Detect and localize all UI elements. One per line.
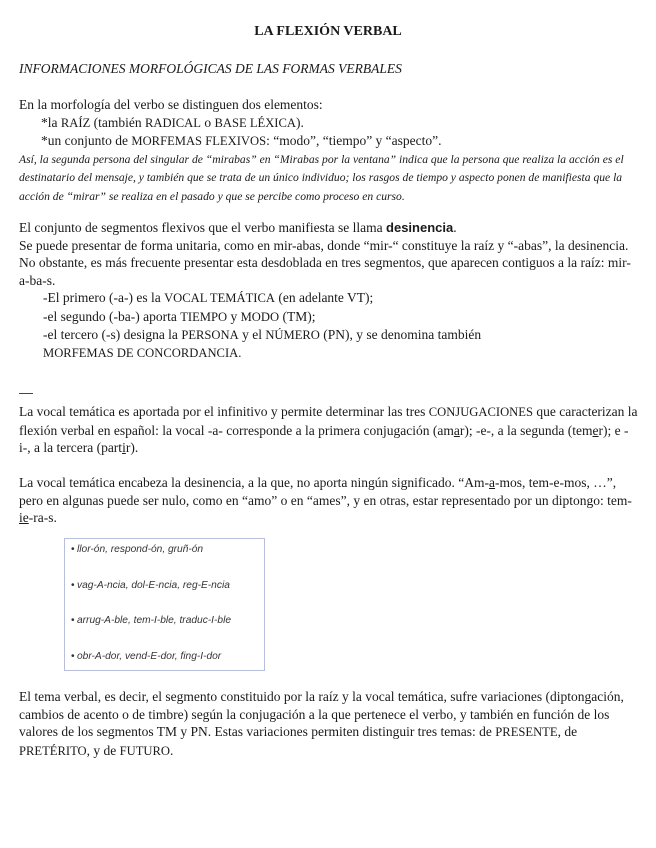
underlined-vowel: i bbox=[122, 440, 126, 455]
text: am bbox=[437, 422, 454, 438]
text: o bbox=[200, 114, 215, 130]
text: -el segundo (-ba-) aporta bbox=[43, 308, 181, 324]
text: . bbox=[453, 220, 457, 235]
desinencia-desdoblada: No obstante, es más frecuente presentar esta desdoblada en tres segmentos, que aparecen contiguos a la raíz: mir-a-ba-s. bbox=[19, 255, 631, 288]
text: part bbox=[101, 440, 123, 455]
tema-verbal-paragraph bbox=[19, 688, 639, 760]
intro-line: En la morfología del verbo se distinguen dos elementos: bbox=[19, 97, 323, 112]
bullet-icon: • bbox=[71, 544, 75, 555]
text: r bbox=[598, 422, 604, 438]
term-raiz: RAÍZ bbox=[60, 115, 91, 130]
text: (PN), y se denomina también bbox=[319, 327, 482, 342]
term-base-lexica: BASE LÉXICA bbox=[214, 115, 296, 130]
underlined-vowel: e bbox=[592, 422, 599, 438]
text: ); e -i-, a la tercera ( bbox=[19, 422, 629, 455]
text: -el tercero (-s) designa la bbox=[43, 327, 182, 342]
bullet-icon: • bbox=[71, 580, 75, 591]
list-item bbox=[71, 544, 203, 555]
separator-line bbox=[19, 393, 33, 394]
intro-example: Así, la segunda persona del singular de “mirabas” en “Mirabas por la ventana” indica que la persona que realiza la acción es el destinatario del mensaje, y también que se trata de un único individuo; los rasgos de tiempo y aspecto ponen de manifiesta que la acción de “mirar” se realiza en el pasado y que se percibe como proceso en curso. bbox=[19, 152, 624, 203]
text: (en adelante VT); bbox=[274, 290, 374, 305]
text: (también bbox=[90, 114, 145, 130]
text: -El primero (-a-) es la bbox=[43, 290, 165, 305]
vocal-desinencia-paragraph bbox=[19, 474, 639, 527]
list-item bbox=[71, 651, 221, 662]
text: La vocal temática es aportada por el infinitivo y permite determinar las tres bbox=[19, 404, 429, 419]
text: *la bbox=[41, 114, 61, 130]
text: y el bbox=[238, 327, 266, 342]
example-text: vag-A-ncia, dol-E-ncia, reg-E-ncia bbox=[77, 580, 230, 591]
term-modo: MODO bbox=[240, 309, 280, 324]
underlined-vowel: a bbox=[489, 475, 496, 490]
text: r bbox=[125, 440, 131, 455]
page-title: LA FLEXIÓN VERBAL bbox=[254, 24, 402, 39]
term-numero: NÚMERO bbox=[265, 328, 320, 342]
desinencia-section bbox=[19, 219, 639, 362]
text: y bbox=[227, 308, 241, 324]
text: r bbox=[459, 422, 465, 438]
vocal-tematica-paragraph bbox=[19, 403, 639, 457]
intro-item-morfemas bbox=[19, 132, 639, 151]
term-preterito: PRETÉRITO bbox=[19, 743, 87, 758]
term-morfemas-flexivos: MORFEMAS FLEXIVOS bbox=[131, 134, 267, 148]
desinencia-unitaria: Se puede presentar de forma unitaria, como en mir-abas, donde “mir-“ constituye la raíz y “-abas”, la desinencia. bbox=[19, 237, 629, 253]
section-subtitle: INFORMACIONES MORFOLÓGICAS DE LAS FORMAS VERBALES bbox=[19, 61, 402, 76]
segment-tm bbox=[19, 308, 639, 327]
text: (TM); bbox=[279, 308, 316, 324]
term-vocal-tematica: VOCAL TEMÁTICA bbox=[164, 291, 275, 305]
term-radical: RADICAL bbox=[145, 115, 201, 130]
text: La vocal temática encabeza la desinencia, a la que, no aporta ningún significado. “Am- bbox=[19, 475, 490, 490]
text: . bbox=[170, 742, 174, 758]
underlined-vowel: a bbox=[453, 422, 460, 438]
list-item bbox=[71, 615, 231, 626]
examples-box bbox=[64, 538, 265, 671]
example-text: obr-A-dor, vend-E-dor, fing-I-dor bbox=[77, 651, 222, 662]
term-persona: PERSONA bbox=[181, 328, 239, 342]
bullet-icon: • bbox=[71, 651, 75, 662]
segment-pn bbox=[19, 326, 639, 345]
text: , y de bbox=[86, 742, 120, 758]
text: ); -e-, a la segunda ( bbox=[464, 422, 573, 438]
desinencia-definition bbox=[19, 219, 639, 237]
term-presente: PRESENTE bbox=[495, 725, 558, 739]
term-desinencia: desinencia bbox=[386, 220, 454, 235]
example-text: llor-ón, respond-ón, gruñ-ón bbox=[77, 544, 204, 555]
example-text: arrug-A-ble, tem-I-ble, traduc-I-ble bbox=[77, 615, 231, 626]
text: *un conjunto de bbox=[41, 133, 132, 148]
text: El conjunto de segmentos flexivos que el verbo manifiesta se llama bbox=[19, 220, 387, 235]
term-tiempo: TIEMPO bbox=[180, 309, 228, 324]
list-item bbox=[71, 580, 230, 591]
intro-section bbox=[19, 96, 639, 206]
term-morfemas-concordancia: MORFEMAS DE CONCORDANCIA. bbox=[43, 345, 242, 360]
text: : “modo”, “tiempo” y “aspecto”. bbox=[266, 133, 442, 148]
term-futuro: FUTURO bbox=[119, 743, 171, 758]
text: que caracterizan la flexión verbal en español: la vocal -a- corresponde a la primera conjugación ( bbox=[19, 404, 638, 438]
text: ). bbox=[296, 114, 304, 130]
underlined-diphthong: ie bbox=[19, 510, 29, 525]
text: El tema verbal, es decir, el segmento constituido por la raíz y la vocal temática, sufre variaciones (diptongación, cambios de acento o de timbre) según la conjugación a la que pertenece el verbo, y también en función de los valores de los segmentos TM y PN. Estas variaciones permiten distinguir tres temas: de bbox=[19, 689, 624, 739]
bullet-icon: • bbox=[71, 615, 75, 626]
text: -mos, tem-e-mos, …”, pero en algunas puede ser nulo, como en “amo” o en “ames”, y en otras, estar representado por un diptongo: tem- bbox=[19, 475, 632, 508]
text: -ra-s. bbox=[28, 510, 57, 525]
text: ). bbox=[130, 440, 139, 455]
intro-item-raiz bbox=[19, 114, 639, 133]
term-conjugaciones: CONJUGACIONES bbox=[428, 405, 533, 419]
text: , de bbox=[557, 724, 578, 739]
text: tem bbox=[572, 422, 593, 438]
segment-vt bbox=[19, 289, 639, 308]
